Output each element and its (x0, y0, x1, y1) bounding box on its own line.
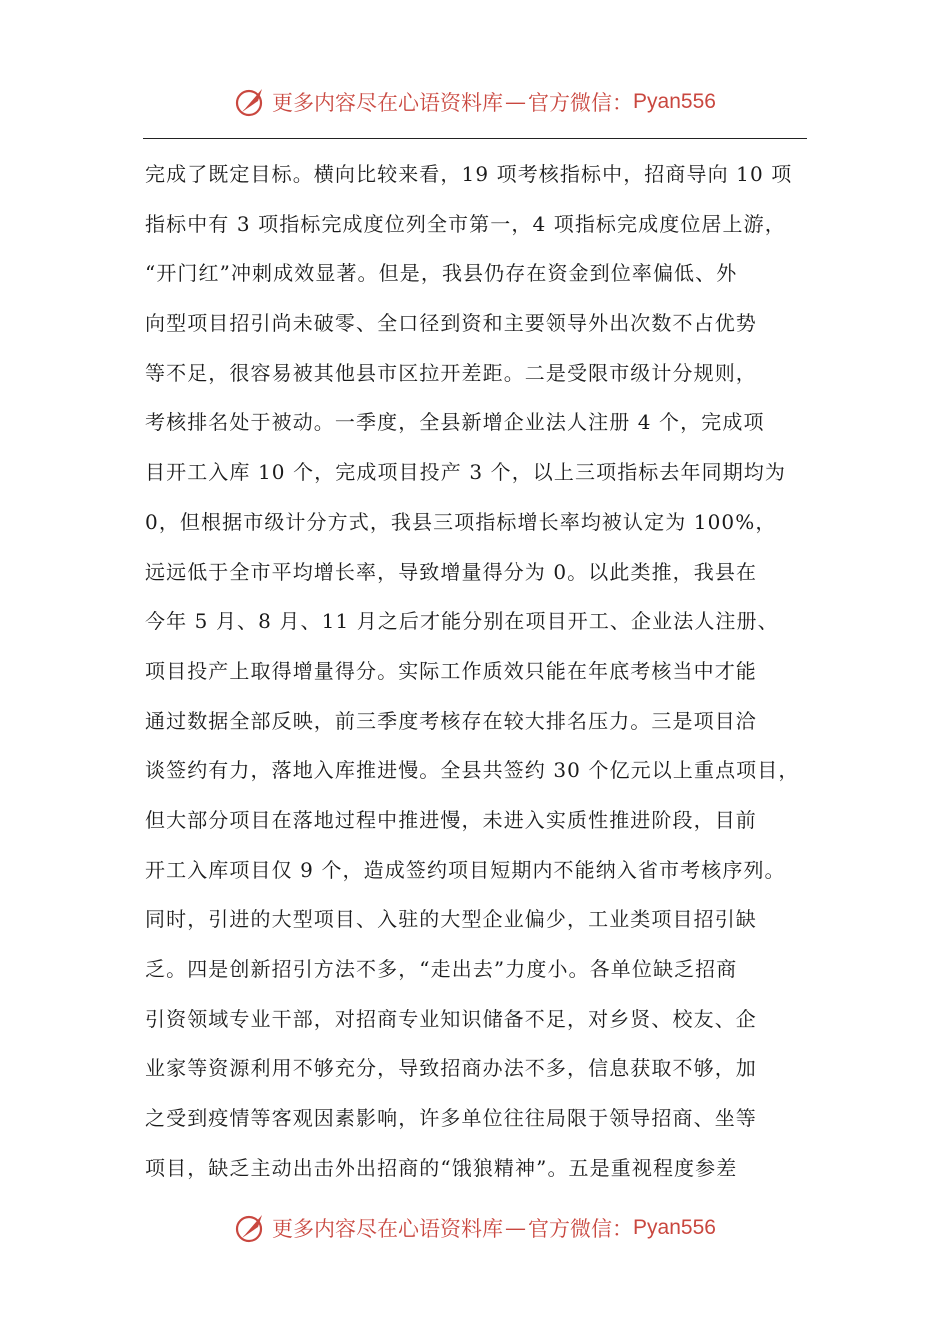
text-line: 考核排名处于被动。一季度，全县新增企业法人注册 4 个，完成项 (145, 410, 765, 435)
text-line: 远远低于全市平均增长率，导致增量得分为 0。以此类推，我县在 (145, 559, 758, 584)
text-line: 开工入库项目仅 9 个，造成签约项目短期内不能纳入省市考核序列。 (145, 857, 786, 882)
text-line: 向型项目招引尚未破零、全口径到资和主要领导外出次数不占优势 (145, 311, 757, 336)
text-line: 同时，引进的大型项目、入驻的大型企业偏少，工业类项目招引缺 (145, 907, 757, 932)
header-divider (143, 138, 807, 139)
text-line: 目开工入库 10 个，完成项目投产 3 个，以上三项指标去年同期均为 (145, 460, 787, 485)
footer-banner (0, 1208, 950, 1248)
text-line: 完成了既定目标。横向比较来看，19 项考核指标中，招商导向 10 项 (145, 162, 793, 186)
text-line: “开门红”冲刺成效显著。但是，我县仍存在资金到位率偏低、外 (145, 261, 738, 286)
text-line: 项目，缺乏主动出击外出招商的“饿狼精神”。五是重视程度参差 (145, 1155, 738, 1180)
header-contact-label: 官方微信： (528, 91, 634, 115)
text-line: 之受到疫情等客观因素影响，许多单位往往局限于领导招商、坐等 (145, 1106, 757, 1131)
text-line: 乏。四是创新招引方法不多，“走出去”力度小。各单位缺乏招商 (145, 957, 738, 981)
header-banner (0, 82, 950, 122)
quill-seal-logo-icon (234, 85, 268, 119)
text-line: 引资领域专业干部，对招商专业知识储备不足，对乡贤、校友、企 (145, 1006, 757, 1031)
footer-wechat-id: Pyan556 (633, 1216, 716, 1239)
text-line: 0，但根据市级计分方式，我县三项指标增长率均被认定为 100%， (145, 509, 777, 534)
quill-seal-logo-icon (234, 1211, 268, 1245)
text-line: 项目投产上取得增量得分。实际工作质效只能在年底考核当中才能 (145, 658, 757, 683)
text-line: 谈签约有力，落地入库推进慢。全县共签约 30 个亿元以上重点项目， (145, 758, 800, 783)
text-line: 但大部分项目在落地过程中推进慢，未进入实质性推进阶段，目前 (145, 807, 757, 832)
footer-brand-text: 更多内容尽在心语资料库 (272, 1217, 504, 1241)
body-paragraph (145, 150, 825, 1193)
text-line: 通过数据全部反映，前三季度考核存在较大排名压力。三是项目洽 (145, 708, 757, 733)
footer-separator: — (505, 1216, 527, 1240)
header-wechat-id: Pyan556 (633, 90, 716, 113)
text-line: 等不足，很容易被其他县市区拉开差距。二是受限市级计分规则， (145, 360, 757, 385)
text-line: 指标中有 3 项指标完成度位列全市第一，4 项指标完成度位居上游， (145, 211, 786, 236)
header-separator: — (505, 90, 527, 114)
header-brand-text: 更多内容尽在心语资料库 (272, 91, 504, 115)
footer-contact-label: 官方微信： (528, 1217, 634, 1241)
text-line: 今年 5 月、8 月、11 月之后才能分别在项目开工、企业法人注册、 (145, 609, 779, 634)
text-line: 业家等资源利用不够充分，导致招商办法不多，信息获取不够，加 (145, 1056, 757, 1081)
